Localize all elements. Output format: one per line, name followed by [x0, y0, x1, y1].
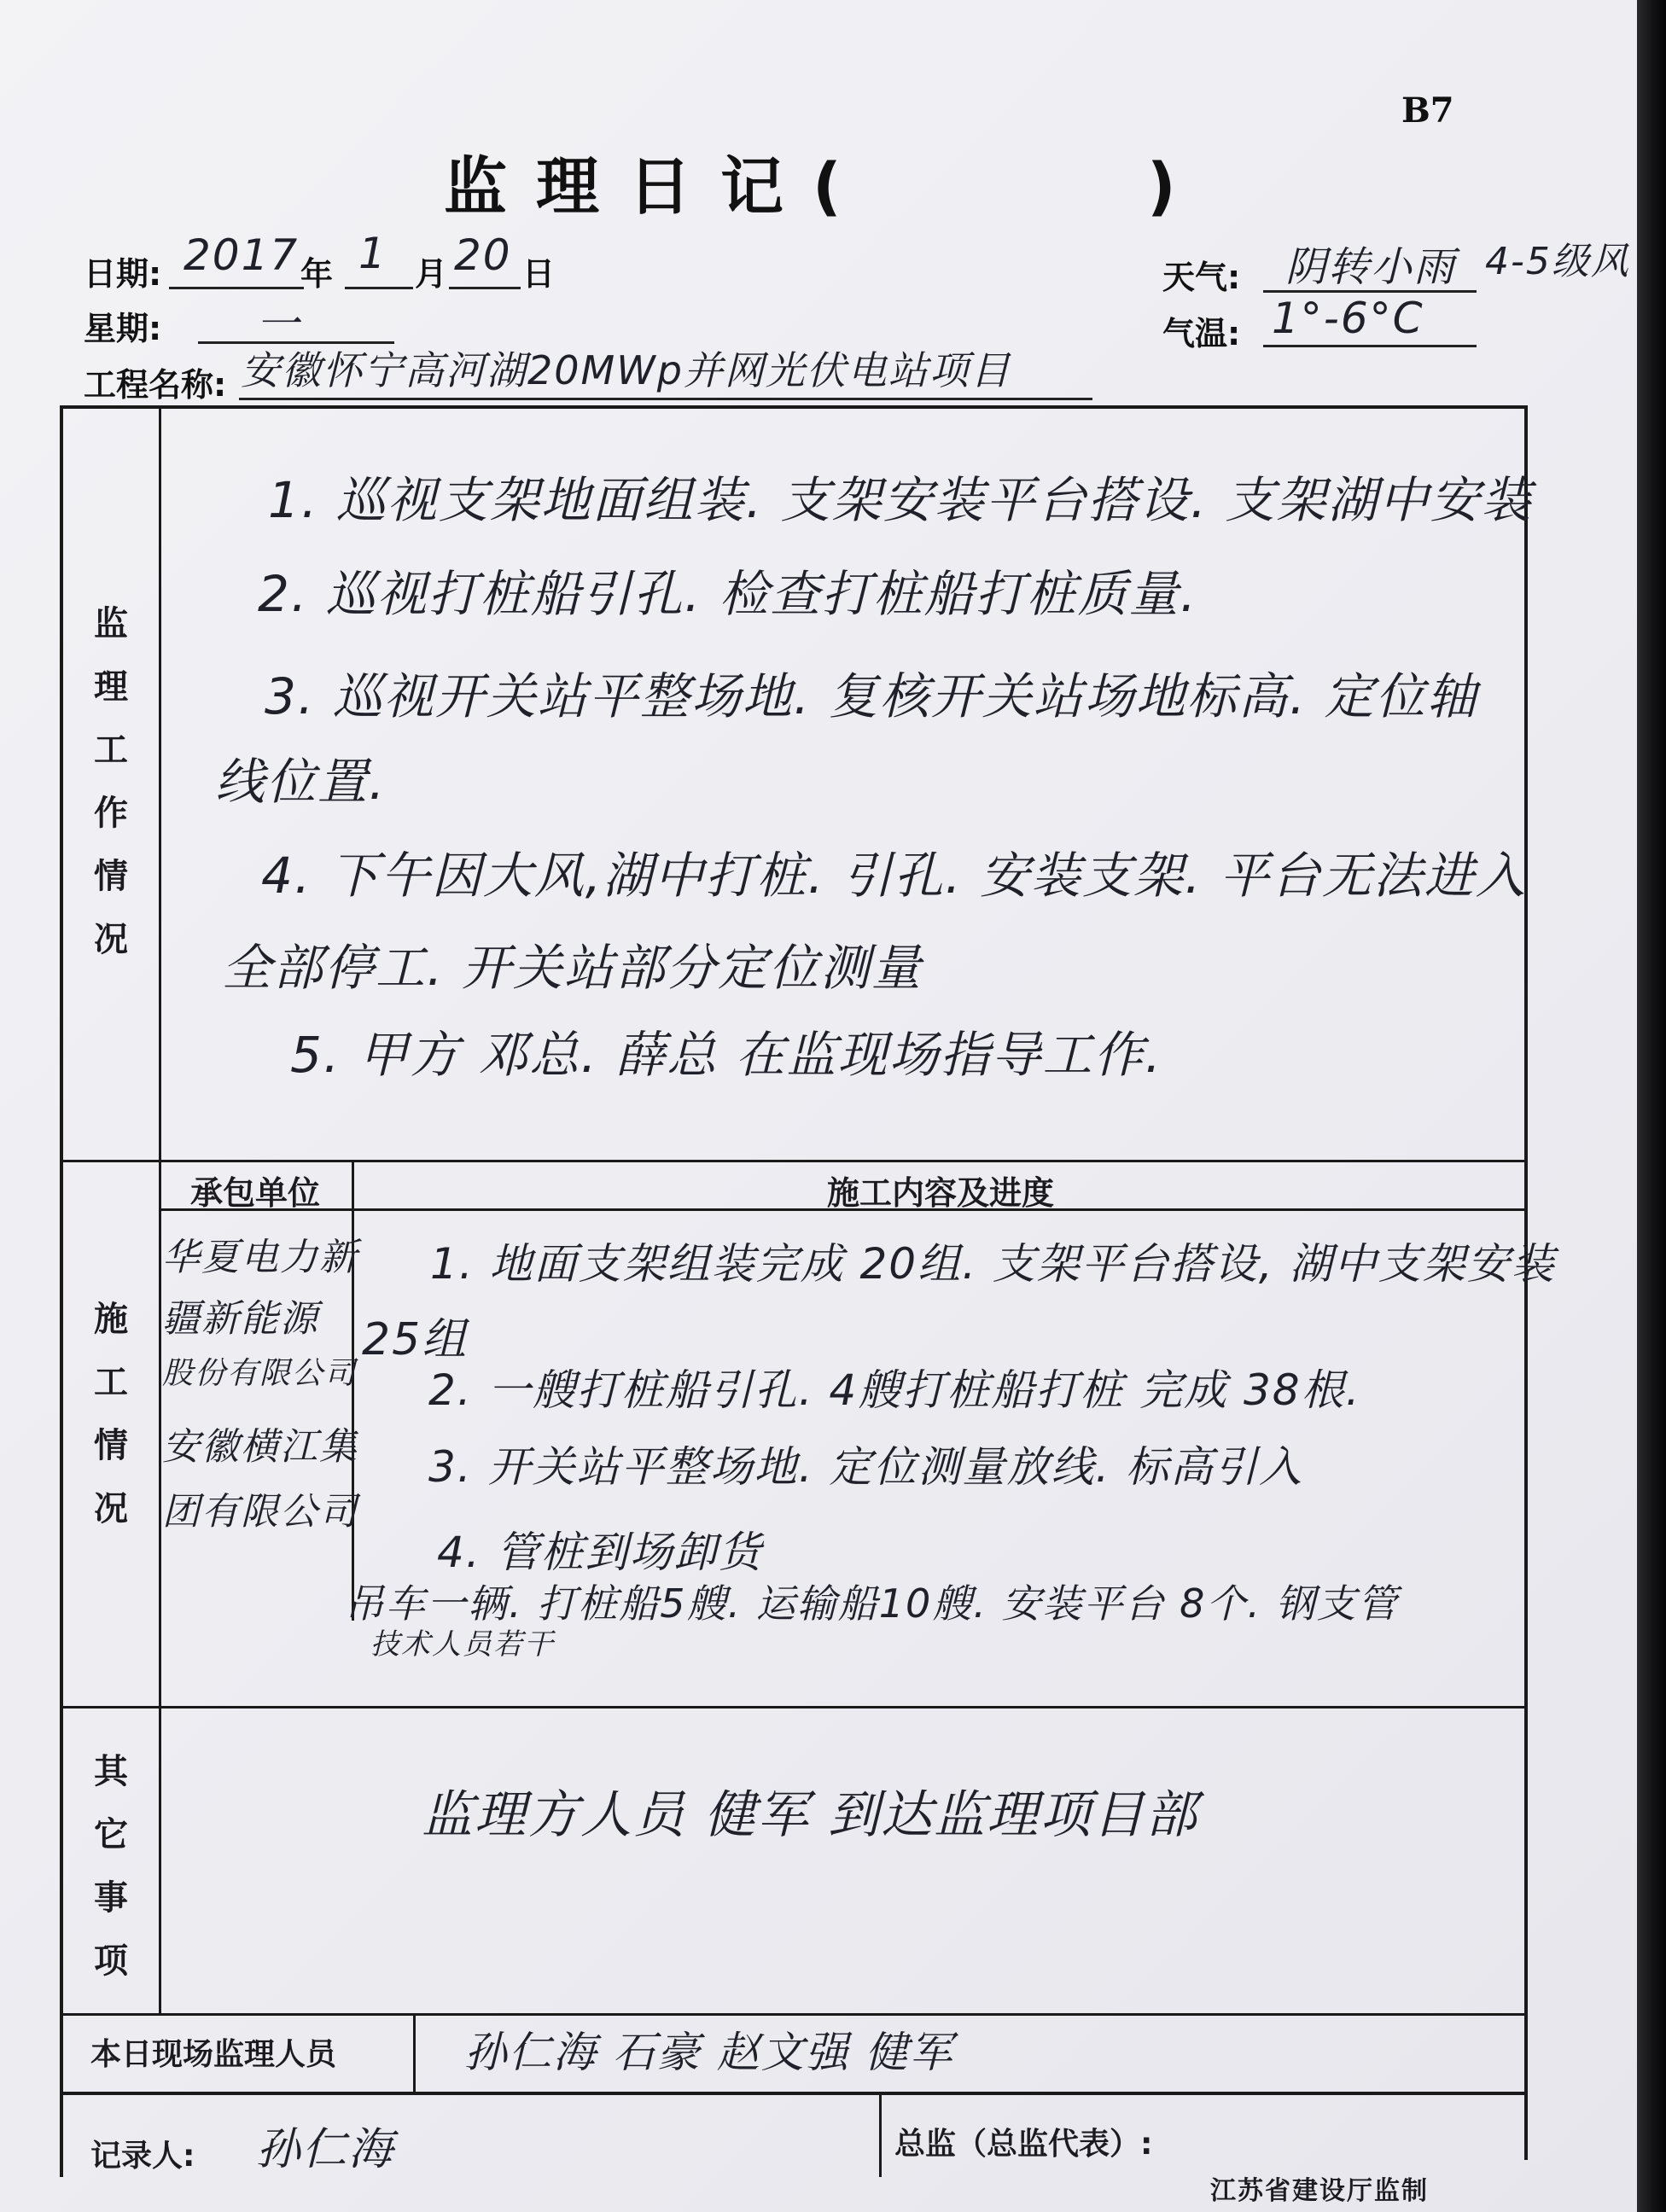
- recorder-name: 孙仁海: [256, 2124, 395, 2175]
- contractor-header: 承包单位: [189, 1174, 320, 1212]
- date-year-underline: [169, 287, 304, 289]
- construction-margin-note: 技术人员若干: [370, 1627, 555, 1662]
- date-month-underline: [345, 287, 413, 289]
- chief-column-divider: [879, 2092, 882, 2177]
- temp-underline: [1263, 345, 1477, 347]
- construction-line-4: 3. 开关站平整场地. 定位测量放线. 标高引入: [428, 1442, 1304, 1492]
- staff-column-divider: [413, 2013, 416, 2095]
- supervision-line-5: 4. 下午因大风,湖中打桩. 引孔. 安装支架. 平台无法进入: [261, 847, 1527, 905]
- staff-label: 本日现场监理人员: [90, 2037, 337, 2072]
- weather-value: 阴转小雨: [1285, 243, 1457, 291]
- other-label: 其它事项: [94, 1752, 128, 1981]
- chief-label: 总监（总监代表）:: [894, 2127, 1153, 2162]
- construction-line-3: 2. 一艘打桩船引孔. 4艘打桩船打桩 完成 38根.: [428, 1365, 1361, 1415]
- construction-line-2: 25组: [362, 1314, 469, 1365]
- recorder-label: 记录人:: [90, 2139, 195, 2174]
- supervision-line-6: 全部停工. 开关站部分定位测量: [222, 939, 923, 997]
- construction-line-6: 吊车一辆. 打桩船5艘. 运输船10艘. 安装平台 8个. 钢支管: [345, 1580, 1399, 1627]
- weekday-label: 星期:: [84, 310, 162, 347]
- construction-line-5: 4. 管桩到场卸货: [437, 1528, 763, 1577]
- date-day: 20: [454, 230, 512, 280]
- year-char: 年: [300, 255, 334, 293]
- date-month: 1: [358, 229, 387, 278]
- temp-label: 气温:: [1162, 315, 1241, 352]
- other-text: 监理方人员 健军 到达监理项目部: [422, 1785, 1199, 1845]
- section-divider-1: [63, 1160, 1528, 1162]
- project-underline: [239, 398, 1092, 400]
- section-divider-2: [63, 1706, 1528, 1708]
- section-divider-3: [63, 2013, 1528, 2016]
- supervision-line-3: 3. 巡视开关站平整场地. 复核开关站场地标高. 定位轴: [265, 667, 1478, 725]
- supervision-line-1: 1. 巡视支架地面组装. 支架安装平台搭设. 支架湖中安装: [268, 471, 1533, 529]
- date-label: 日期:: [84, 255, 162, 293]
- contractor-2-line-1: 安徽横江集: [162, 1425, 358, 1469]
- content-header: 施工内容及进度: [826, 1174, 1054, 1212]
- contractor-2-line-2: 团有限公司: [162, 1490, 358, 1534]
- month-char: 月: [415, 255, 448, 293]
- date-year: 2017: [183, 230, 300, 280]
- footer-divider: [60, 2092, 1528, 2094]
- construction-label: 施工情况: [94, 1300, 128, 1528]
- weekday-value: 一: [256, 300, 300, 349]
- temp-value: 1°-6°C: [1272, 294, 1424, 343]
- construction-line-1: 1. 地面支架组装完成 20组. 支架平台搭设, 湖中支架安装: [430, 1239, 1556, 1289]
- supervision-line-2: 2. 巡视打桩船引孔. 检查打桩船打桩质量.: [258, 565, 1198, 623]
- weather-label: 天气:: [1162, 259, 1241, 296]
- project-label: 工程名称:: [84, 366, 227, 404]
- form-code: B7: [1401, 90, 1454, 131]
- wind-value: 4-5级风: [1485, 240, 1630, 283]
- maker-note: 江苏省建设厅监制: [1210, 2176, 1429, 2206]
- contractor-1-line-3: 股份有限公司: [162, 1356, 358, 1391]
- date-day-underline: [449, 287, 521, 289]
- staff-names: 孙仁海 石豪 赵文强 健军: [464, 2028, 954, 2077]
- day-char: 日: [522, 255, 556, 293]
- supervision-line-7: 5. 甲方 邓总. 薛总 在监现场指导工作.: [290, 1026, 1162, 1084]
- page-title: 监理日记( ): [444, 150, 1205, 224]
- footer-right-border: [1524, 2092, 1528, 2160]
- diary-form: [60, 405, 1556, 2095]
- footer-left-border: [60, 2092, 63, 2177]
- supervision-line-4: 线位置.: [215, 753, 387, 811]
- page-edge-shadow: [1637, 0, 1666, 2212]
- project-value: 安徽怀宁高河湖20MWp并网光伏电站项目: [241, 347, 1011, 393]
- supervision-label: 监理工作情况: [94, 604, 128, 959]
- contractor-1-line-2: 疆新能源: [162, 1297, 319, 1341]
- weather-underline: [1263, 290, 1477, 293]
- contractor-1-line-1: 华夏电力新: [162, 1236, 358, 1279]
